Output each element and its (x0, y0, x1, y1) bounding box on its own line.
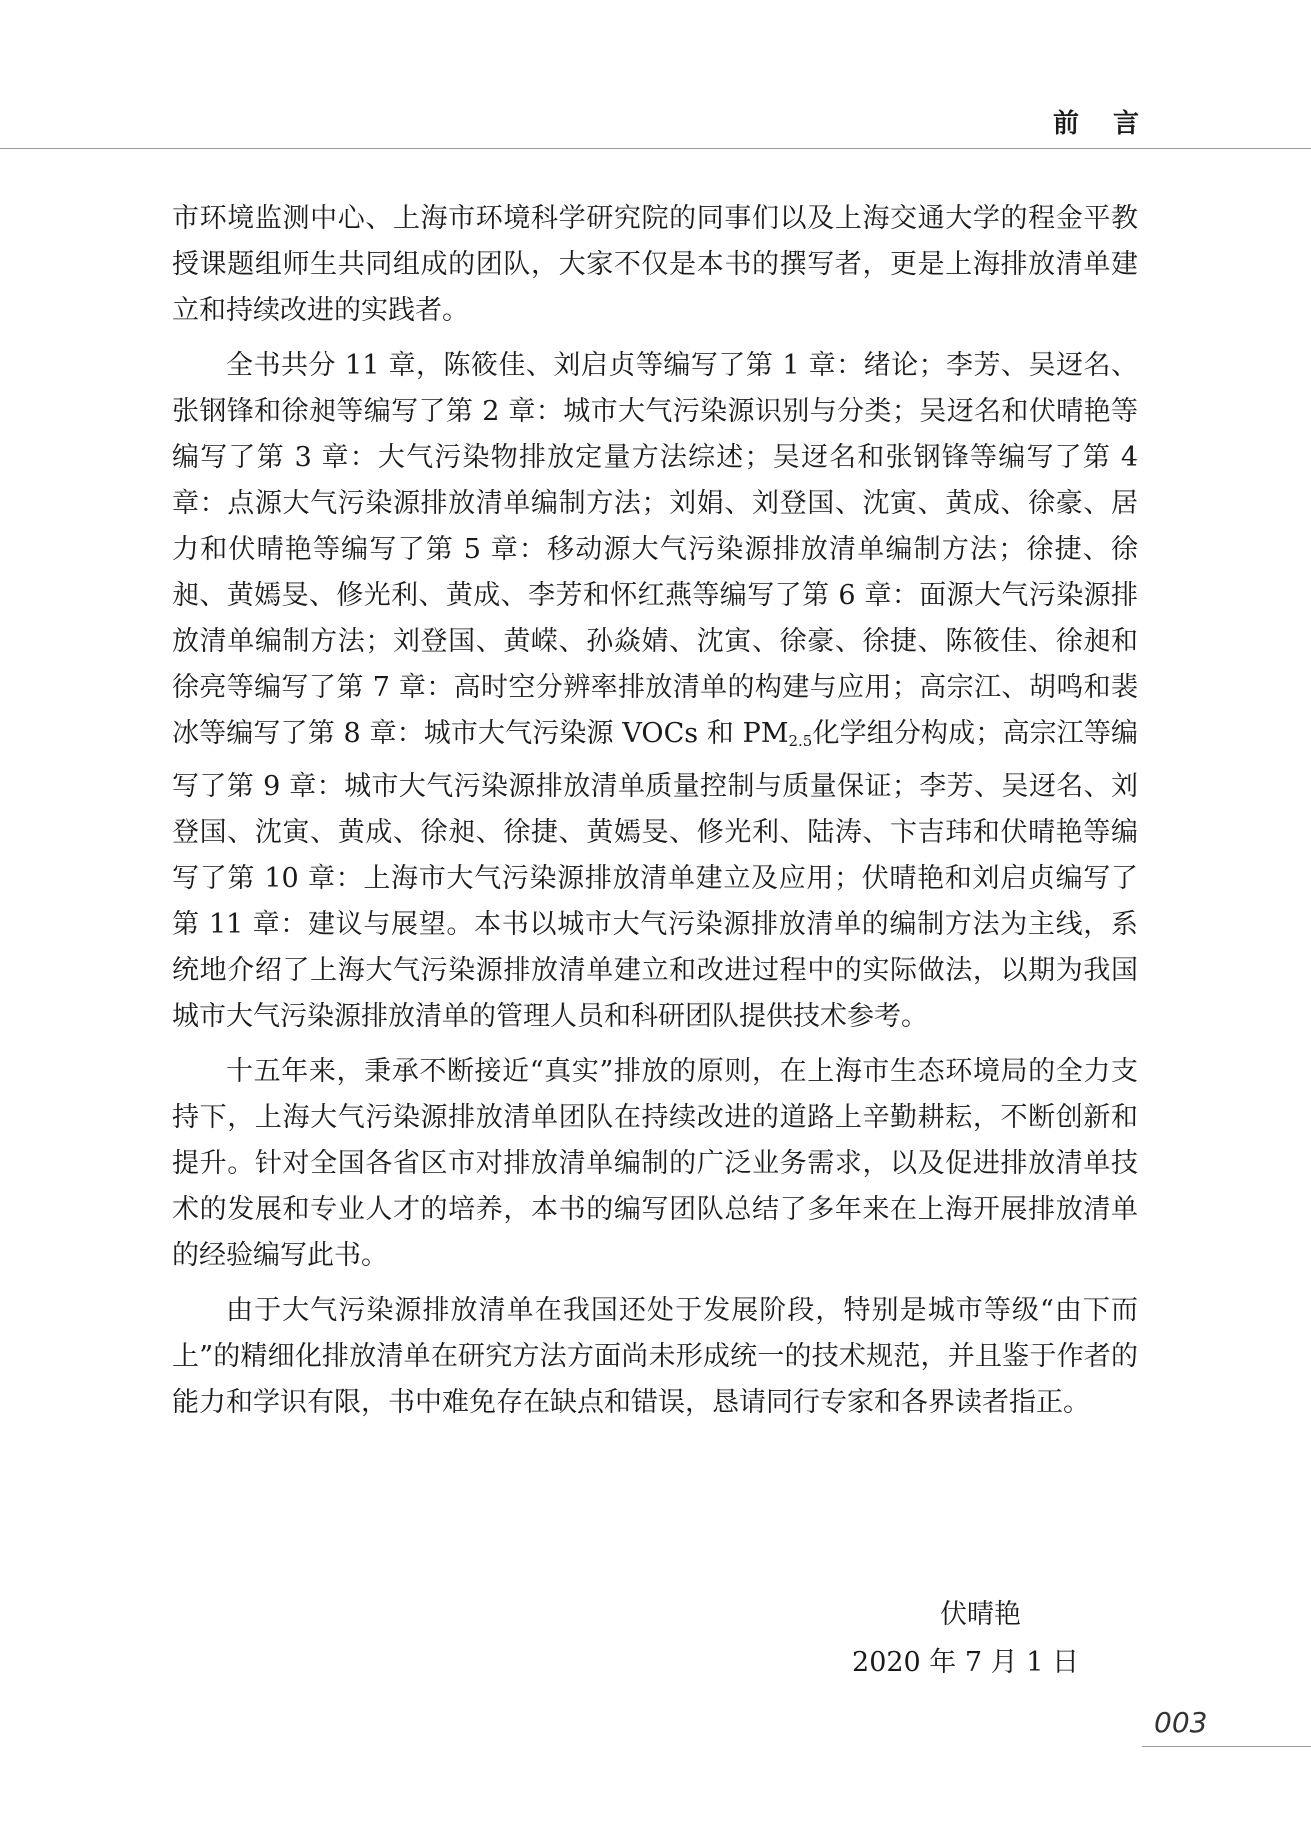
paragraph-1: 市环境监测中心、上海市环境科学研究院的同事们以及上海交通大学的程金平教授课题组师生共同组成的团队，大家不仅是本书的撰写者，更是上海排放清单建立和持续改进的实践者。 (172, 203, 1138, 326)
page-number: 003 (1154, 1706, 1208, 1739)
header-rule (0, 148, 1311, 149)
paragraph-4: 由于大气污染源排放清单在我国还处于发展阶段，特别是城市等级“由下而上”的精细化排放清单在研究方法方面尚未形成统一的技术规范，并且鉴于作者的能力和学识有限，书中难免存在缺点和错误，恳请同行专家和各界读者指正。 (172, 1295, 1138, 1418)
running-title: 前言 (1052, 109, 1173, 139)
paragraph-2-part-b: 化学组分构成；高宗江等编写了第 9 章：城市大气污染源排放清单质量控制与质量保证；李芳、吴迓名、刘登国、沈寅、黄成、徐昶、徐捷、黄嫣旻、修光利、陆涛、卞吉玮和伏晴艳等编写了第 10 章：上海市大气污染源排放清单建立及应用；伏晴艳和刘启贞编写了第 11 章：建议与展望。本书以城市大气污染源排放清单的编制方法为主线，系统地介绍了上海大气污染源排放清单建立和改进过程中的实际做法，以期为我国城市大气污染源排放清单的管理人员和科研团队提供技术参考。 (172, 718, 1139, 1032)
pm-subscript: 2.5 (788, 732, 813, 750)
paragraph-2-part-a: 全书共分 11 章，陈筱佳、刘启贞等编写了第 1 章：绪论；李芳、吴迓名、张钢锋和徐昶等编写了第 2 章：城市大气污染源识别与分类；吴迓名和伏晴艳等编写了第 3 章：大气污染物排放定量方法综述；吴迓名和张钢锋等编写了第 4 章：点源大气污染源排放清单编制方法；刘娟、刘登国、沈寅、黄成、徐豪、居力和伏晴艳等编写了第 5 章：移动源大气污染源排放清单编制方法；徐捷、徐昶、黄嫣旻、修光利、黄成、李芳和怀红燕等编写了第 6 章：面源大气污染源排放清单编制方法；刘登国、黄嵘、孙焱婧、沈寅、徐豪、徐捷、陈筱佳、徐昶和徐亮等编写了第 7 章：高时空分辨率排放清单的构建与应用；高宗江、胡鸣和裴冰等编写了第 8 章：城市大气污染源 VOCs 和 PM (172, 350, 1138, 749)
paragraph-2 (172, 343, 1138, 1040)
body-text (172, 196, 1138, 1435)
signature-date: 2020 年 7 月 1 日 (852, 1647, 1079, 1678)
author-signature: 伏晴艳 (940, 1599, 1021, 1630)
footer-rule (1142, 1746, 1311, 1747)
paragraph-3: 十五年来，秉承不断接近“真实”排放的原则，在上海市生态环境局的全力支持下，上海大气污染源排放清单团队在持续改进的道路上辛勤耕耘，不断创新和提升。针对全国各省区市对排放清单编制的广泛业务需求，以及促进排放清单技术的发展和专业人才的培养，本书的编写团队总结了多年来在上海开展排放清单的经验编写此书。 (172, 1056, 1138, 1271)
